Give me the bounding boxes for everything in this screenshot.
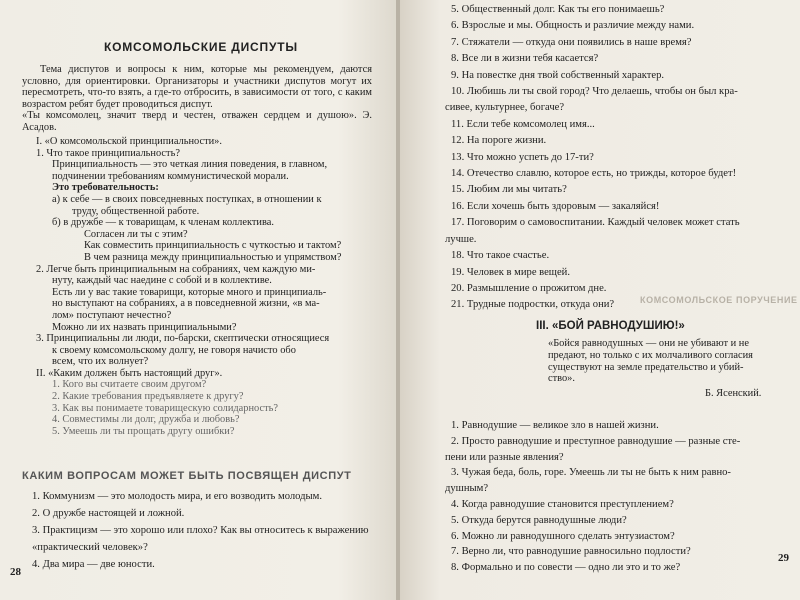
list-item: 4. Два мира — две юности. [32,559,155,570]
list-item: 10. Любишь ли ты свой город? Что делаешь, чтобы он был кра- [451,86,738,98]
list-item: 1. Что такое принципиальность? [36,147,180,159]
list-item: 1. Равнодушие — великое зло в нашей жизни. [451,420,659,431]
list-item: Это требовательность: [52,182,159,194]
list-item: Можно ли их назвать принципиальными? [52,321,237,333]
list-item: 1. Коммунизм — это молодость мира, и его возводить молодым. [32,491,322,502]
epigraph-quote [548,338,778,385]
quote-line: «Бойся равнодушных — они не убивают и не [548,338,749,349]
list-item: а) к себе — в своих повседневных поступках, в отношении к [52,193,322,205]
list-item: всем, что их волнует? [52,356,149,368]
list-item: 3. Как вы понимаете товарищескую солидарность? [52,402,278,414]
quote-line: ство». [548,373,575,385]
outline-list [22,136,382,437]
list-item: Есть ли у вас такие товарищи, которые много и принципиаль- [52,286,327,298]
list-item: Как совместить принципиальность с чуткостью и тактом? [84,240,342,252]
list-item: 19. Человек в мире вещей. [451,266,570,278]
quote-author: Б. Ясенский. [705,388,762,399]
list-item: 13. Что можно успеть до 17-ти? [451,151,594,163]
list-item: Принципиальность — это четкая линия поведения, в главном, [52,159,328,171]
list-item: 7. Стяжатели — откуда они появились в наше время? [451,36,692,48]
list-item: но выступают на собраниях, а в повседневной жизни, «в ма- [52,298,320,310]
list-item: 21. Трудные подростки, откуда они? [451,299,615,311]
list-item: 4. Совместимы ли долг, дружба и любовь? [52,414,240,426]
list-item: 3. Чужая беда, боль, горе. Умеешь ли ты не быть к ним равно- [451,467,731,479]
list-item: душным? [445,483,489,495]
list-item: 5. Откуда берутся равнодушные люди? [451,514,627,526]
list-item: 15. Любим ли мы читать? [451,184,567,196]
list-item: 2. О дружбе настоящей и ложной. [32,508,185,519]
list-item: 5. Умеешь ли ты прощать другу ошибки? [52,425,235,437]
list-item: 4. Когда равнодушие становится преступлением? [451,498,674,510]
list-item: к своему комсомольскому долгу, не говоря начисто обо [52,344,296,356]
list-item: 3. Практицизм — это хорошо или плохо? Как вы относитесь к выражению «практический человек»? [32,525,369,553]
list-item: 12. На пороге жизни. [451,135,547,147]
list-item: пени или разные явления? [445,451,564,463]
list-item: 18. Что такое счастье. [451,250,550,262]
question-list-indifference [435,418,785,576]
list-item: сивее, культурнее, богаче? [445,102,565,114]
list-item: б) в дружбе — к товарищам, к членам коллектива. [52,217,274,229]
page-title: КОМСОМОЛЬСКИЕ ДИСПУТЫ [104,40,298,54]
list-item: 14. Отечество славлю, которое есть, но трижды, которое будет! [451,168,737,180]
epigraph: «Ты комсомолец, значит тверд и честен, отважен сердцем и душою». Э. Асадов. [22,110,372,133]
list-item: нуту, каждый час наедине с собой и в коллективе. [52,275,272,287]
list-item: 3. Принципиальны ли люди, по-барски, скептически относящиеся [36,333,330,345]
list-item: 16. Если хочешь быть здоровым — закаляйся! [451,200,660,212]
bleed-through-heading: КОМСОМОЛЬСКОЕ ПОРУЧЕНИЕ [640,295,798,305]
list-item: лом» поступают нечестно? [52,309,172,321]
quote-line: существуют на земле предательство и убий- [548,361,744,373]
list-item: 9. На повестке дня твой собственный характер. [451,69,665,81]
list-item: лучше. [445,233,477,245]
list-item: 8. Формально и по совести — одно ли это и то же? [451,562,681,574]
page-number: 28 [10,566,21,578]
list-item: подчинении требованиям коммунистической морали. [52,170,289,182]
list-item: 1. Кого вы считаете своим другом? [52,379,207,391]
list-item: Согласен ли ты с этим? [84,228,188,240]
question-list-right [435,2,785,314]
page-number: 29 [778,552,789,564]
list-item: 2. Легче быть принципиальным на собраниях, чем каждую ми- [36,263,316,275]
left-page [0,0,398,600]
section-subtitle: КАКИМ ВОПРОСАМ МОЖЕТ БЫТЬ ПОСВЯЩЕН ДИСПУТ [22,470,352,482]
section-title: III. «БОЙ РАВНОДУШИЮ!» [536,320,685,332]
list-item: труду, общественной работе. [72,205,200,217]
intro-text [22,64,372,134]
right-page [400,0,800,600]
question-list-left [22,488,382,573]
list-item: 6. Взрослые и мы. Общность и различие между нами. [451,20,695,32]
list-item: 5. Общественный долг. Как ты его понимаешь? [451,4,665,15]
list-item: 2. Просто равнодушие и преступное равнодушие — разные сте- [451,435,741,447]
list-item: I. «О комсомольской принципиальности». [36,136,222,147]
intro-paragraph: Тема диспутов и вопросы к ним, которые мы рекомендуем, даются условно, для ориентировки. Организаторы и участники диспутов могут их пересмотреть, что-то взять, а где-то отбросить, в зависимости от того, с каким возрастом ребят будет проводиться диспут. [22,64,372,110]
list-item: 8. Все ли в жизни тебя касается? [451,53,599,65]
list-item: II. «Каким должен быть настоящий друг». [36,367,223,379]
list-item: 17. Поговорим о самовоспитании. Каждый человек может стать [451,217,740,229]
list-item: 11. Если тебе комсомолец имя... [451,118,595,130]
list-item: 6. Можно ли равнодушного сделать энтузиастом? [451,530,675,542]
quote-line: предают, но только с их молчаливого согласия [548,349,753,361]
list-item: 20. Размышление о прожитом дне. [451,282,607,294]
list-item: 2. Какие требования предъявляете к другу? [52,391,244,403]
list-item: В чем разница между принципиальностью и упрямством? [84,251,342,263]
list-item: 7. Верно ли, что равнодушие равносильно подлости? [451,546,691,558]
